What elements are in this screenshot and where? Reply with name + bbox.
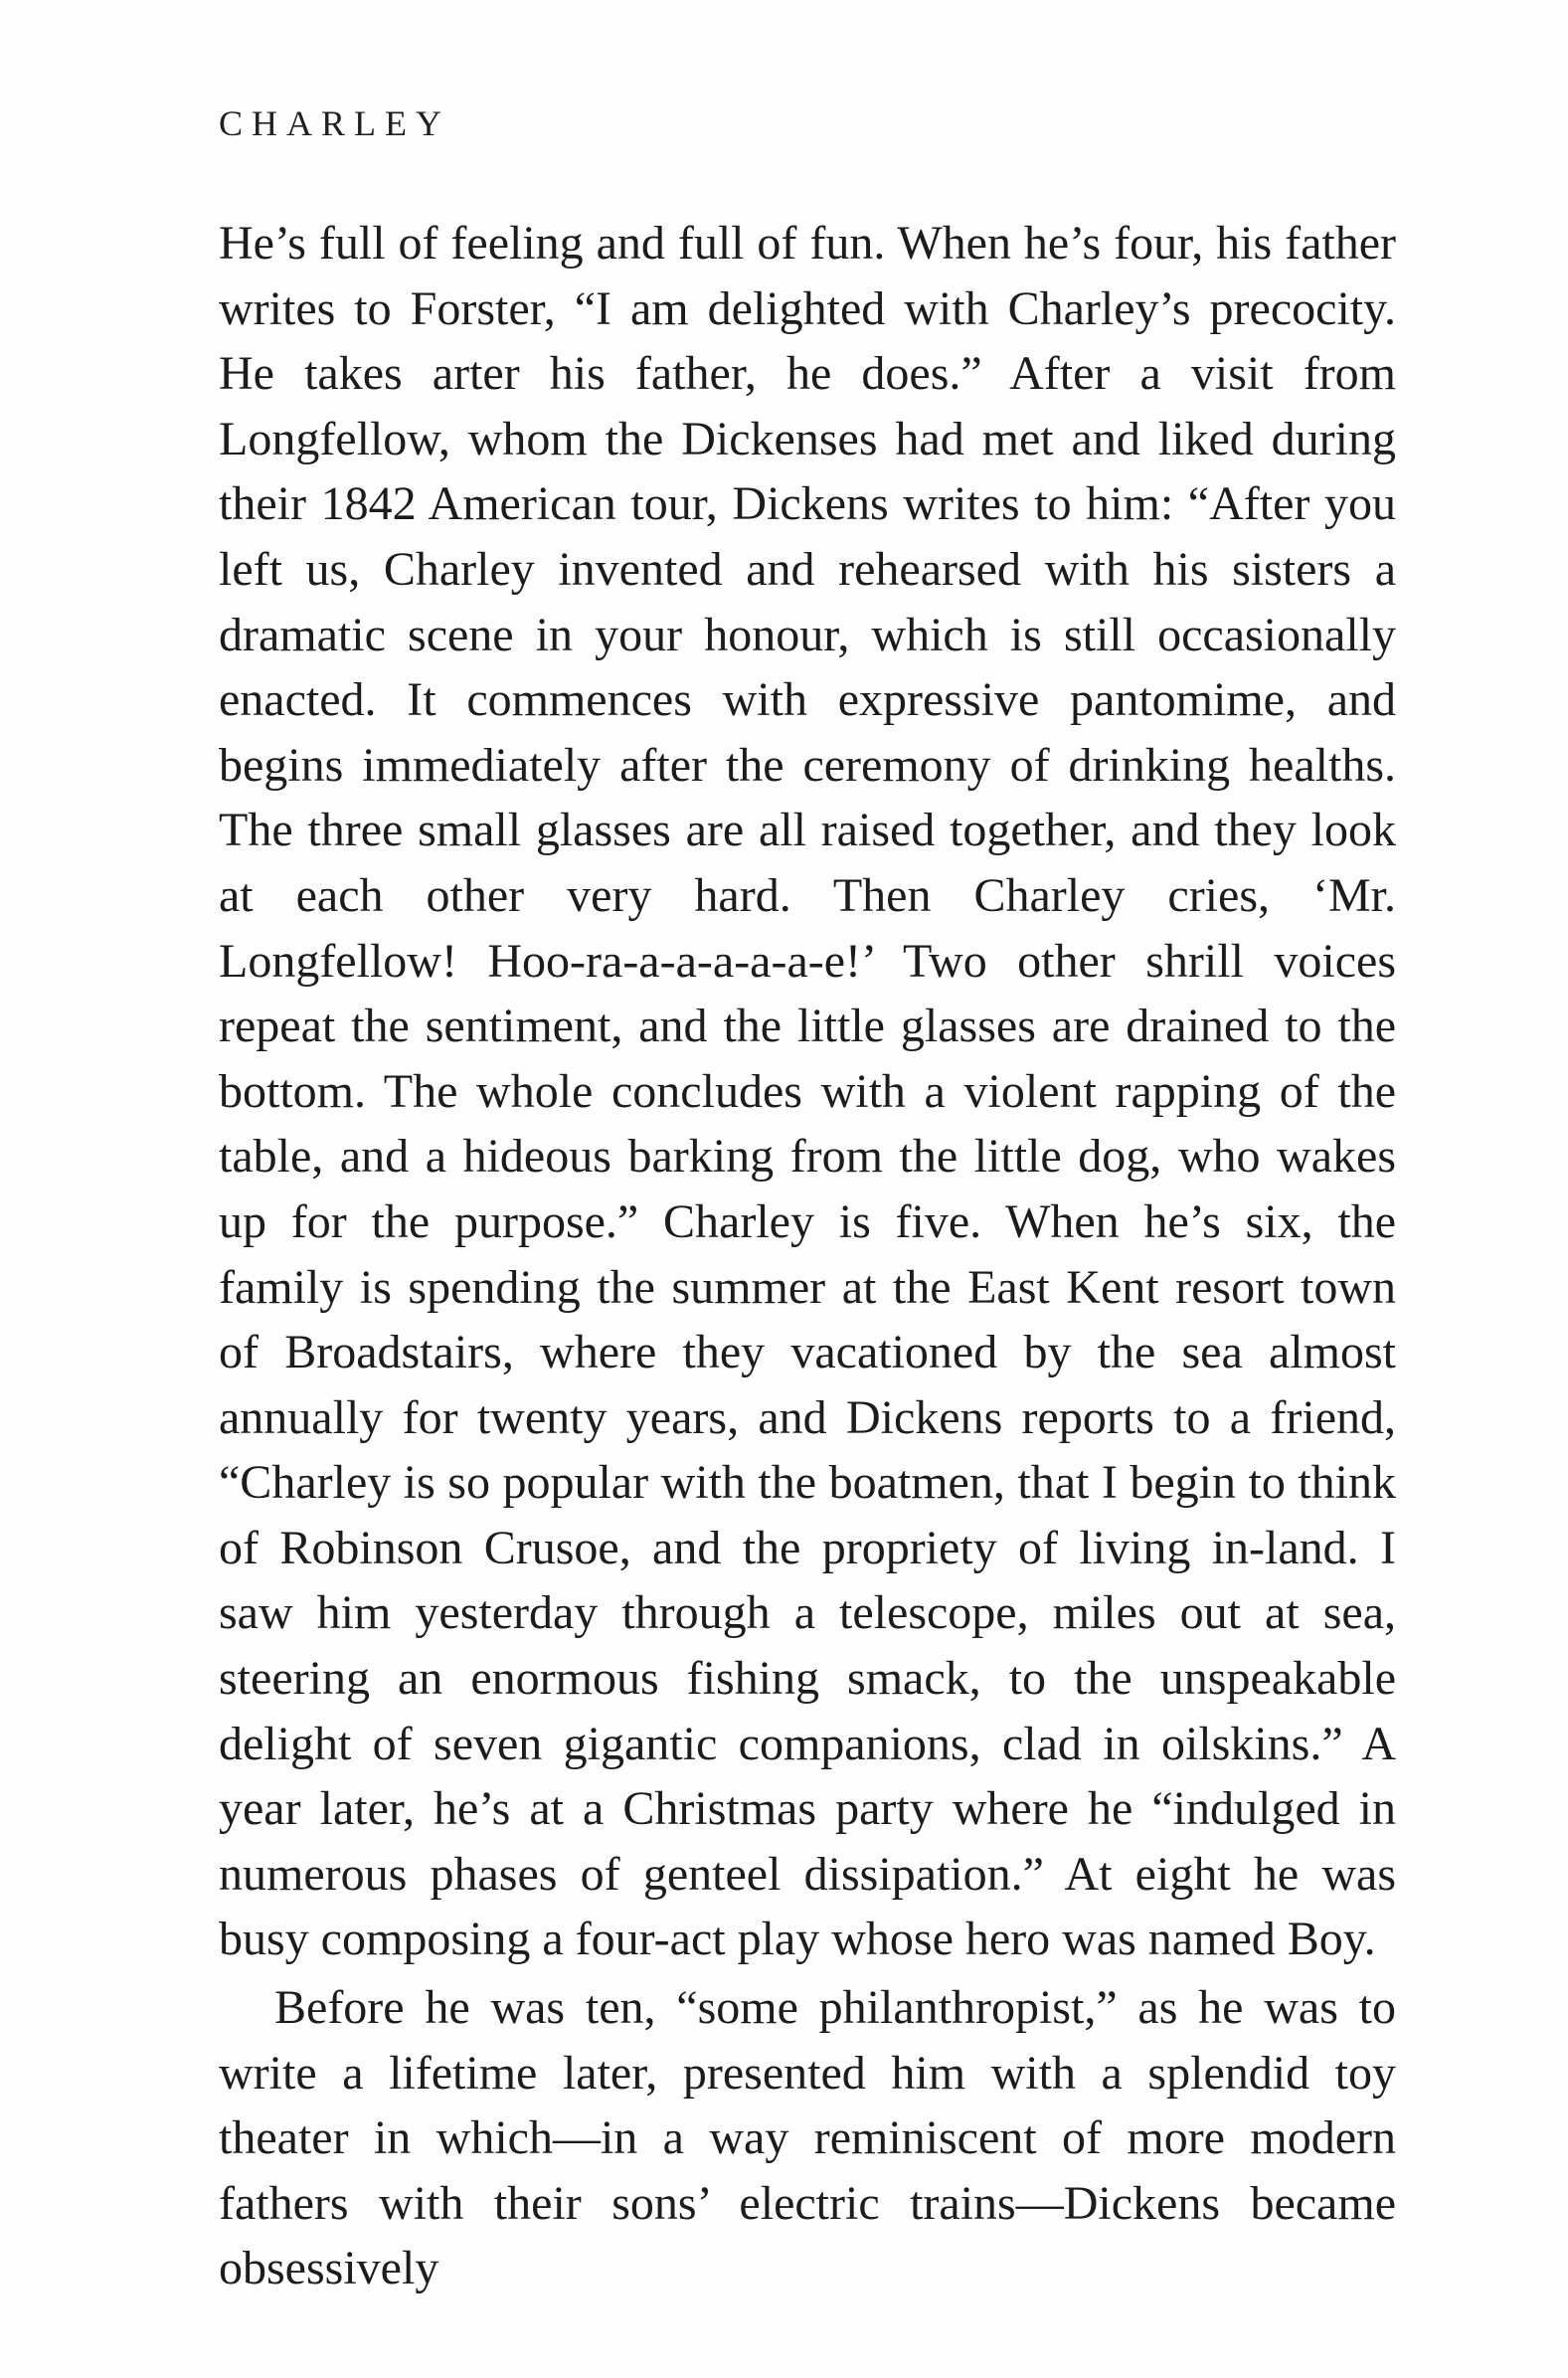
paragraph-2: Before he was ten, “some philanthropist,” as he was to write a lifetime later, presented him with a splendid toy theater in which—in a way reminiscent of more modern fathers with their sons’ electric trains—Dickens became obsessively [219, 1981, 1396, 2295]
body-text [219, 211, 1396, 2301]
running-head: CHARLEY [219, 103, 450, 143]
paragraph-1: He’s full of feeling and full of fun. When he’s four, his father writes to Forster, “I am delighted with Charley’s precocity. He takes arter his father, he does.” After a visit from Longfellow, whom the Dickenses had met and liked during their 1842 American tour, Dickens writes to him: “After you left us, Charley invented and rehearsed with his sisters a dramatic scene in your honour, which is still occasionally enacted. It commences with expressive pantomime, and begins immediately after the ceremony of drinking healths. The three small glasses are all raised together, and they look at each other very hard. Then Charley cries, ‘Mr. Longfellow! Hoo-ra-a-a-a-a-a-e!’ Two other shrill voices repeat the sentiment, and the little glasses are drained to the bottom. The whole concludes with a violent rapping of the table, and a hideous barking from the little dog, who wakes up for the purpose.” Charley is five. When he’s six, the family is spending the summer at the East Kent resort town of Broadstairs, where they vacationed by the sea almost annually for twenty years, and Dickens reports to a friend, “Charley is so popular with the boatmen, that I begin to think of Robinson Crusoe, and the propriety of living in-land. I saw him yesterday through a telescope, miles out at sea, steering an enormous fishing smack, to the unspeakable delight of seven gigantic companions, clad in oilskins.” A year later, he’s at a Christmas party where he “indulged in numerous phases of genteel dissipation.” At eight he was busy composing a four-act play whose hero was named Boy. [219, 217, 1396, 1966]
